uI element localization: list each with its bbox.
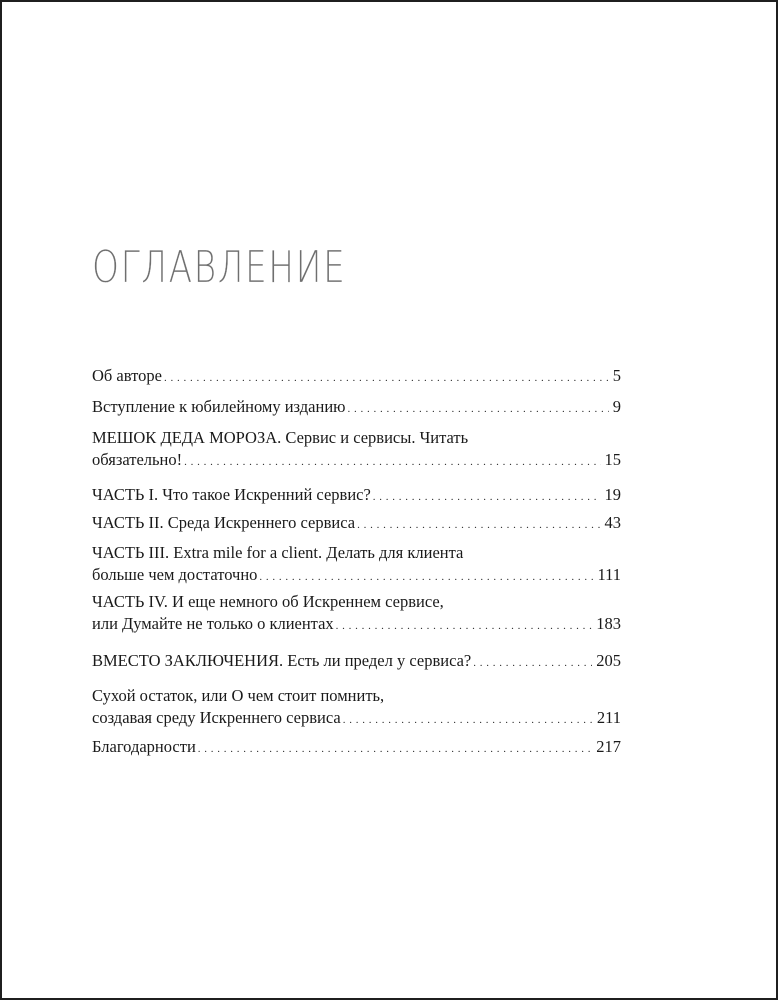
toc-entry-text: ЧАСТЬ II. Среда Искреннего сервиса: [92, 513, 356, 532]
toc-page-number: 183: [596, 614, 621, 633]
toc-entry-text-continued: или Думайте не только о клиентах: [92, 614, 334, 633]
toc-entry-text: Сухой остаток, или О чем стоит помнить,: [92, 686, 385, 705]
leader-dots: [164, 365, 609, 389]
toc-entry-foreword[interactable]: [92, 396, 621, 420]
toc-entry-summary[interactable]: [92, 685, 621, 731]
toc-entry-text: Вступление к юбилейному изданию: [92, 397, 346, 416]
toc-entry-text: Об авторе: [92, 366, 162, 385]
toc-entry-part-3[interactable]: [92, 542, 621, 588]
leader-dots: [184, 449, 600, 473]
leader-dots: [343, 707, 593, 731]
toc-entry-conclusion[interactable]: [92, 650, 621, 674]
toc-entry-santa-bag[interactable]: [92, 427, 621, 473]
toc-page-number: 15: [604, 450, 621, 469]
toc-page-number: 43: [604, 513, 621, 532]
toc-page-number: 5: [612, 366, 621, 385]
toc-entry-text: ЧАСТЬ IV. И еще немного об Искреннем сервисе,: [92, 592, 444, 611]
toc-entry-text-continued: создавая среду Искреннего сервиса: [92, 708, 341, 727]
toc-entry-part-4[interactable]: [92, 591, 621, 637]
toc-entry-text: МЕШОК ДЕДА МОРОЗА. Сервис и сервисы. Читать: [92, 428, 469, 447]
toc-entry-acknowledgements[interactable]: [92, 736, 621, 760]
toc-page-number: 19: [604, 485, 621, 504]
leader-dots: [473, 650, 592, 674]
toc-entry-part-2[interactable]: [92, 512, 621, 536]
leader-dots: [357, 512, 600, 536]
leader-dots: [348, 396, 609, 420]
toc-entry-text: Благодарности: [92, 737, 196, 756]
page-title: ОГЛАВЛЕНИЕ: [92, 242, 347, 293]
toc-page-number: 205: [596, 651, 621, 670]
toc-entry-part-1[interactable]: [92, 484, 621, 508]
toc-entry-text-continued: обязательно!: [92, 450, 183, 469]
toc-page-number: 9: [612, 397, 621, 416]
leader-dots: [198, 736, 592, 760]
toc-entry-text-continued: больше чем достаточно: [92, 565, 258, 584]
toc-entry-text: ЧАСТЬ I. Что такое Искренний сервис?: [92, 485, 371, 504]
leader-dots: [336, 613, 593, 637]
toc-entry-text: ВМЕСТО ЗАКЛЮЧЕНИЯ. Есть ли предел у сервиса?: [92, 651, 472, 670]
toc-page-number: 111: [597, 565, 621, 584]
toc-entry-text: ЧАСТЬ III. Extra mile for a client. Делать для клиента: [92, 543, 464, 562]
toc-entry-about-author[interactable]: [92, 365, 621, 389]
leader-dots: [259, 564, 593, 588]
toc-page-number: 211: [596, 708, 621, 727]
leader-dots: [373, 484, 601, 508]
toc-page-number: 217: [596, 737, 621, 756]
